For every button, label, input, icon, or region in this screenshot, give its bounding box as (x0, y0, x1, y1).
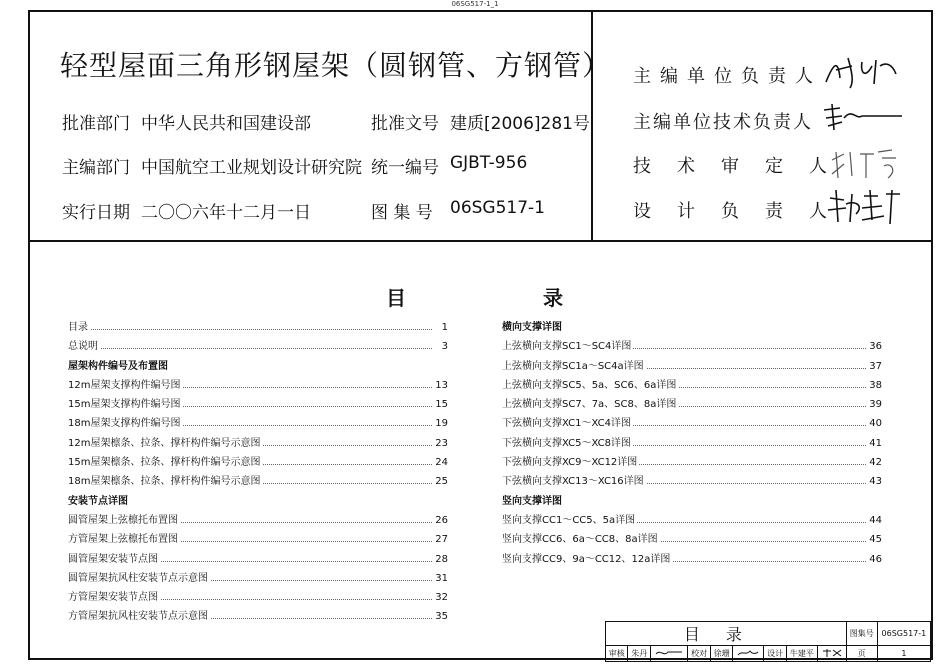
toc-entry-title: 15m屋架檩条、拉条、撑杆构件编号示意图 (68, 457, 261, 469)
toc-entry[interactable] (502, 337, 882, 356)
toc-right-column (502, 318, 882, 569)
toc-entry[interactable] (68, 395, 448, 414)
toc-entry-page: 36 (867, 337, 882, 356)
toc-entry-title: 12m屋架支撑构件编号图 (68, 379, 181, 391)
toc-entry-page: 27 (433, 530, 448, 549)
toc-entry[interactable] (68, 472, 448, 491)
toc-entry-title: 竖向支撑CC9、9a～CC12、12a详图 (502, 553, 671, 565)
toc-entry-title: 上弦横向支撑SC1a～SC4a详图 (502, 360, 644, 372)
toc-entry-title: 下弦横向支撑XC9～XC12详图 (502, 457, 638, 469)
toc-entry-title: 上弦横向支撑SC5、5a、SC6、6a详图 (502, 379, 677, 391)
toc-entry[interactable] (502, 414, 882, 433)
toc-entry[interactable] (502, 530, 882, 549)
toc-entry-page: 32 (433, 588, 448, 607)
toc-entry[interactable] (502, 357, 882, 376)
signature-mark-4 (826, 186, 906, 228)
toc-entry-page: 38 (867, 376, 882, 395)
approver-label: 批准部门 (62, 114, 130, 134)
toc-entry[interactable] (502, 550, 882, 569)
toc-entry-page: 39 (867, 395, 882, 414)
toc-entry-title: 圆管屋架抗风柱安装节点示意图 (68, 572, 208, 584)
toc-entry[interactable] (502, 511, 882, 530)
checker-name: 徐珊 (710, 646, 732, 662)
atlas-no-label-cell: 图集号 (846, 622, 877, 646)
toc-entry-title: 方管屋架抗风柱安装节点示意图 (68, 611, 208, 623)
toc-entry-page: 23 (433, 434, 448, 453)
toc-entry-page: 42 (867, 453, 882, 472)
checker-signature-mark (736, 648, 760, 658)
toc-entry-title: 总说明 (68, 341, 98, 353)
page-number: 1 (877, 646, 930, 662)
toc-entry-page: 46 (867, 550, 882, 569)
toc-entry[interactable] (68, 550, 448, 569)
toc-section-heading: 安装节点详图 (68, 495, 128, 507)
approver-value: 中华人民共和国建设部 (141, 114, 311, 134)
toc-entry-page: 40 (867, 414, 882, 433)
sheet-title: 目录 (606, 622, 847, 646)
review-label: 审核 (606, 646, 628, 662)
toc-entry-title: 目录 (68, 322, 88, 333)
toc-dot-leader (68, 337, 432, 349)
toc-entry-title: 下弦横向支撑XC1～XC4详图 (502, 418, 631, 430)
toc-heading-left: 目 (386, 286, 406, 310)
toc-entry-title: 上弦横向支撑SC1～SC4详图 (502, 341, 632, 353)
toc-entry[interactable] (68, 434, 448, 453)
unified-no-label: 统一编号 (371, 158, 439, 178)
signature-role-2: 主编单位技术负责人 (633, 112, 813, 133)
design-label: 设计 (764, 646, 786, 662)
reviewer-signature-mark (654, 648, 684, 658)
toc-entry-title: 下弦横向支撑XC13～XC16详图 (502, 476, 644, 488)
toc-entry-page: 13 (433, 376, 448, 395)
header-divider (28, 240, 933, 242)
toc-entry-page: 44 (867, 511, 882, 530)
toc-entry[interactable] (68, 511, 448, 530)
toc-entry-title: 方管屋架上弦檩托布置图 (68, 534, 178, 546)
unified-no-value: GJBT-956 (450, 153, 528, 173)
signature-role-3: 技术审定人 (633, 156, 853, 177)
signature-mark-2 (820, 100, 905, 136)
toc-entry-title: 圆管屋架上弦檩托布置图 (68, 514, 178, 526)
toc-heading-right: 录 (543, 286, 563, 310)
signature-mark-3 (826, 144, 906, 184)
toc-section-heading: 横向支撑详图 (502, 322, 562, 333)
toc-entry-title: 方管屋架安装节点图 (68, 592, 158, 604)
toc-entry-page: 28 (433, 550, 448, 569)
toc-entry-title: 竖向支撑CC1～CC5、5a详图 (502, 514, 636, 526)
toc-entry-page: 35 (433, 607, 448, 626)
toc-entry-page: 3 (440, 337, 448, 356)
toc-entry-page: 43 (867, 472, 882, 491)
editor-value: 中国航空工业规划设计研究院 (141, 158, 362, 178)
toc-entry[interactable] (68, 530, 448, 549)
toc-entry-page: 19 (433, 414, 448, 433)
designer-signature-mark (821, 648, 843, 658)
atlas-no-value: 06SG517-1 (450, 198, 545, 218)
toc-entry-page: 24 (433, 453, 448, 472)
toc-entry[interactable] (68, 337, 448, 356)
signature-mark-1 (822, 52, 902, 92)
toc-entry[interactable] (68, 588, 448, 607)
toc-entry[interactable] (502, 434, 882, 453)
toc-entry[interactable] (502, 453, 882, 472)
top-file-label: 06SG517-1_1 (451, 0, 499, 8)
toc-entry-title: 竖向支撑CC6、6a～CC8、8a详图 (502, 534, 658, 546)
signature-role-4: 设计负责人 (633, 201, 853, 222)
toc-entry-page: 25 (433, 472, 448, 491)
check-label: 校对 (688, 646, 710, 662)
designer-name: 牛建平 (786, 646, 817, 662)
page-label: 页 (846, 646, 877, 662)
designer-signature (817, 646, 846, 662)
toc-entry[interactable] (68, 569, 448, 588)
doc-no-label: 批准文号 (371, 114, 439, 134)
toc-entry-page: 31 (433, 569, 448, 588)
toc-entry[interactable] (68, 414, 448, 433)
toc-entry-page: 45 (867, 530, 882, 549)
toc-entry[interactable] (502, 395, 882, 414)
toc-entry[interactable] (502, 376, 882, 395)
toc-entry[interactable] (68, 318, 448, 337)
toc-entry-title: 18m屋架檩条、拉条、撑杆构件编号示意图 (68, 476, 261, 488)
atlas-no-cell: 06SG517-1 (877, 622, 930, 646)
reviewer-signature (650, 646, 687, 662)
doc-no-value: 建质[2006]281号 (450, 114, 590, 134)
toc-entry-title: 18m屋架支撑构件编号图 (68, 418, 181, 430)
toc-entry-title: 下弦横向支撑XC5～XC8详图 (502, 437, 631, 449)
toc-entry[interactable] (68, 607, 448, 626)
toc-entry-page: 1 (440, 318, 448, 337)
title-block (605, 621, 931, 662)
toc-entry[interactable] (502, 472, 882, 491)
toc-entry-page: 15 (433, 395, 448, 414)
toc-entry-page: 26 (433, 511, 448, 530)
toc-entry-title: 12m屋架檩条、拉条、撑杆构件编号示意图 (68, 437, 261, 449)
toc-section-heading: 竖向支撑详图 (502, 495, 562, 507)
toc-dot-leader (68, 318, 432, 330)
toc-entry-page: 37 (867, 357, 882, 376)
signature-role-1: 主编单位负责人 (633, 66, 822, 87)
toc-entry-title: 上弦横向支撑SC7、7a、SC8、8a详图 (502, 399, 677, 411)
toc-entry[interactable] (68, 453, 448, 472)
toc-entry-title: 15m屋架支撑构件编号图 (68, 399, 181, 411)
atlas-title: 轻型屋面三角形钢屋架（圆钢管、方钢管） (60, 49, 612, 82)
toc-left-column (68, 318, 448, 627)
editor-label: 主编部门 (62, 158, 130, 178)
checker-signature (733, 646, 764, 662)
toc-entry[interactable] (68, 376, 448, 395)
reviewer-name: 朱丹 (628, 646, 650, 662)
impl-date-value: 二〇〇六年十二月一日 (141, 203, 311, 223)
atlas-no-label: 图 集 号 (371, 203, 433, 223)
toc-entry-title: 圆管屋架安装节点图 (68, 553, 158, 565)
toc-entry-page: 41 (867, 434, 882, 453)
toc-section-heading: 屋架构件编号及布置图 (68, 360, 168, 372)
impl-date-label: 实行日期 (62, 203, 130, 223)
